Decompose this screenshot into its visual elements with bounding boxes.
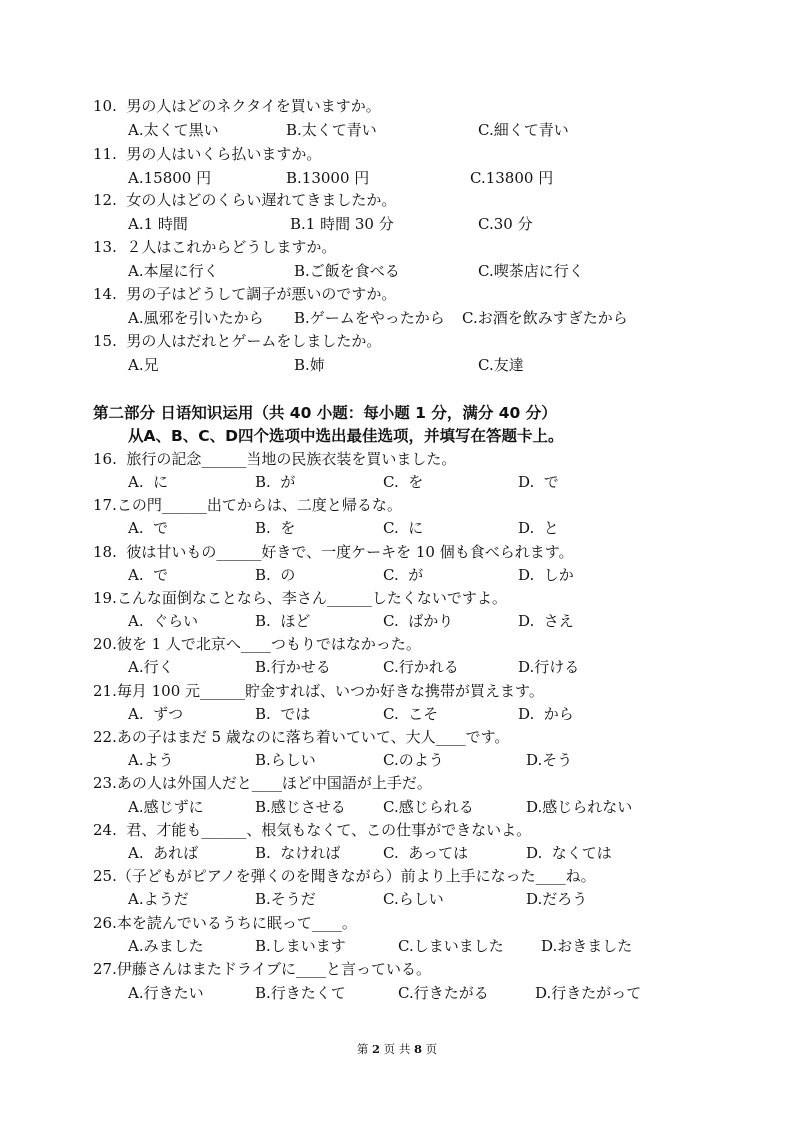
option-14-c: C.お酒を飲みすぎたから: [462, 309, 628, 327]
footer-middle: 页 共: [380, 1042, 414, 1056]
question-17: 17.この門______出てからは、二度と帰るな。: [93, 496, 402, 514]
footer-total-pages: 8: [413, 1042, 422, 1056]
option-13-a: A.本屋に行く: [128, 262, 219, 280]
option-17-d: D. と: [518, 519, 559, 537]
option-18-c: C. が: [383, 566, 424, 584]
option-14-a: A.風邪を引いたから: [128, 309, 264, 327]
option-22-c: C.のよう: [383, 751, 444, 769]
option-27-b: B.行きたくて: [255, 984, 346, 1002]
option-24-c: C. あっては: [383, 844, 469, 862]
option-11-c: C.13800 円: [470, 169, 554, 187]
option-19-c: C. ばかり: [383, 612, 454, 630]
option-18-a: A. で: [128, 566, 169, 584]
option-22-b: B.らしい: [255, 751, 316, 769]
option-10-b: B.太くて青い: [286, 121, 377, 139]
option-10-a: A.太くて黒い: [128, 121, 219, 139]
question-14: 14. 男の子はどうして調子が悪いのですか。: [93, 285, 397, 303]
option-23-b: B.感じさせる: [255, 798, 346, 816]
option-12-b: B.1 時間 30 分: [290, 215, 394, 233]
option-14-b: B.ゲームをやったから: [294, 309, 445, 327]
option-26-a: A.みました: [128, 937, 204, 955]
question-20: 20.彼を 1 人で北京へ____つもりではなかった。: [93, 635, 421, 653]
option-15-a: A.兄: [128, 356, 159, 374]
option-13-c: C.喫茶店に行く: [478, 262, 584, 280]
page-footer: [0, 1041, 794, 1057]
option-24-b: B. なければ: [255, 844, 341, 862]
question-22: 22.あの子はまだ 5 歳なのに落ち着いていて、大人____です。: [93, 728, 510, 746]
question-23: 23.あの人は外国人だと____ほど中国語が上手だ。: [93, 774, 432, 792]
option-20-c: C.行かれる: [383, 658, 459, 676]
footer-suffix: 页: [422, 1042, 438, 1056]
question-19: 19.こんな面倒なことなら、李さん______したくないですよ。: [93, 589, 507, 607]
question-26: 26.本を読んでいるうちに眠って____。: [93, 914, 357, 932]
option-11-b: B.13000 円: [286, 169, 370, 187]
option-11-a: A.15800 円: [128, 169, 212, 187]
question-16: 16. 旅行の記念______当地の民族衣装を買いました。: [93, 450, 457, 468]
option-19-a: A. ぐらい: [128, 612, 199, 630]
option-27-a: A.行きたい: [128, 984, 204, 1002]
option-25-c: C.らしい: [383, 890, 444, 908]
option-22-a: A.よう: [128, 751, 174, 769]
question-24: 24. 君、才能も______、根気もなくて、この仕事ができないよ。: [93, 821, 532, 839]
option-17-c: C. に: [383, 519, 424, 537]
footer-prefix: 第: [356, 1042, 372, 1056]
question-21: 21.毎月 100 元______貯金すれば、いつか好きな携帯が買えます。: [93, 682, 544, 700]
option-21-b: B. では: [255, 705, 311, 723]
option-25-d: D.だろう: [526, 890, 588, 908]
option-16-a: A. に: [128, 473, 169, 491]
option-25-a: A.ようだ: [128, 890, 189, 908]
option-21-d: D. から: [518, 705, 574, 723]
question-12: 12. 女の人はどのくらい遅れてきましたか。: [93, 191, 397, 209]
question-10: 10. 男の人はどのネクタイを買いますか。: [93, 97, 381, 115]
option-26-d: D.おきました: [541, 937, 633, 955]
option-20-a: A.行く: [128, 658, 174, 676]
option-21-a: A. ずつ: [128, 705, 184, 723]
option-18-d: D. しか: [518, 566, 574, 584]
option-19-d: D. さえ: [518, 612, 574, 630]
option-20-b: B.行かせる: [255, 658, 331, 676]
option-12-c: C.30 分: [478, 215, 533, 233]
option-17-b: B. を: [255, 519, 296, 537]
option-27-d: D.行きたがって: [535, 984, 642, 1002]
question-11: 11. 男の人はいくら払いますか。: [93, 145, 322, 163]
option-22-d: D.そう: [526, 751, 573, 769]
option-23-d: D.感じられない: [526, 798, 633, 816]
option-10-c: C.細くて青い: [478, 121, 569, 139]
option-21-c: C. こそ: [383, 705, 439, 723]
option-26-b: B.しまいます: [255, 937, 346, 955]
option-24-a: A. あれば: [128, 844, 199, 862]
option-23-c: C.感じられる: [383, 798, 474, 816]
option-26-c: C.しまいました: [398, 937, 504, 955]
option-17-a: A. で: [128, 519, 169, 537]
option-27-c: C.行きたがる: [398, 984, 489, 1002]
option-23-a: A.感じずに: [128, 798, 204, 816]
option-18-b: B. の: [255, 566, 296, 584]
footer-current-page: 2: [372, 1042, 381, 1056]
option-16-d: D. で: [518, 473, 559, 491]
option-25-b: B.そうだ: [255, 890, 316, 908]
option-12-a: A.1 時間: [128, 215, 188, 233]
question-15: 15. 男の人はだれとゲームをしましたか。: [93, 332, 382, 350]
option-20-d: D.行ける: [518, 658, 580, 676]
question-27: 27.伊藤さんはまたドライブに____と言っている。: [93, 960, 431, 978]
section-instruction: 从A、B、C、D四个选项中选出最佳选项，并填写在答题卡上。: [128, 427, 564, 445]
option-15-b: B.姉: [294, 356, 325, 374]
option-16-b: B. が: [255, 473, 296, 491]
section-title: 第二部分 日语知识运用（共 40 小题：每小题 1 分，满分 40 分）: [93, 404, 557, 422]
option-15-c: C.友達: [478, 356, 524, 374]
option-19-b: B. ほど: [255, 612, 311, 630]
question-18: 18. 彼は甘いもの______好きで、一度ケーキを 10 個も食べられます。: [93, 543, 574, 561]
option-16-c: C. を: [383, 473, 424, 491]
question-13: 13. ２人はこれからどうしますか。: [93, 238, 337, 256]
question-25: 25.（子どもがピアノを弾くのを聞きながら）前より上手になった____ね。: [93, 867, 596, 885]
option-24-d: D. なくては: [526, 844, 612, 862]
option-13-b: B.ご飯を食べる: [294, 262, 400, 280]
